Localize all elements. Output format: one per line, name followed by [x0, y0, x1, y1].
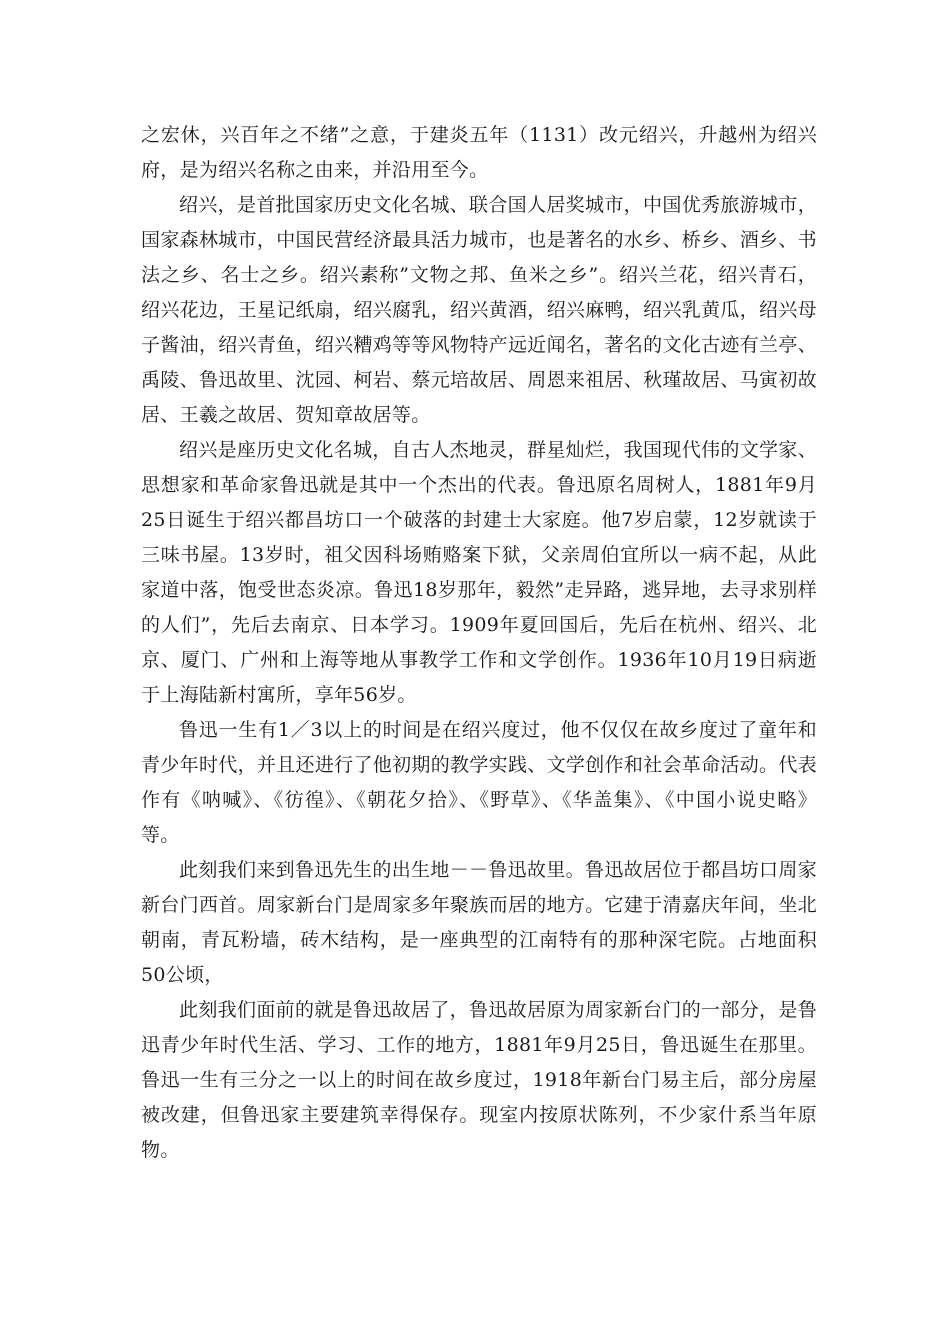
paragraph-1: 之宏休，兴百年之不绪”之意，于建炎五年（1131）改元绍兴，升越州为绍兴府，是为绍兴名称之由来，并沿用至今。 [141, 124, 817, 181]
paragraph-4: 鲁迅一生有1／3以上的时间是在绍兴度过，他不仅仅在故乡度过了童年和青少年时代，并且还进行了他初期的教学实践、文学创作和社会革命活动。代表作有《呐喊》、《彷徨》、《朝花夕拾》、《野草》、《华盖集》、《中国小说史略》等。 [141, 719, 817, 846]
paragraph-5: 此刻我们来到鲁迅先生的出生地－－鲁迅故里。鲁迅故居位于都昌坊口周家新台门西首。周家新台门是周家多年聚族而居的地方。它建于清嘉庆年间，坐北朝南，青瓦粉墙，砖木结构，是一座典型的江南特有的那种深宅院。占地面积50公顷， [141, 859, 817, 986]
paragraph-6: 此刻我们面前的就是鲁迅故居了，鲁迅故居原为周家新台门的一部分，是鲁迅青少年时代生活、学习、工作的地方，1881年9月25日，鲁迅诞生在那里。鲁迅一生有三分之一以上的时间在故乡度过，1918年新台门易主后，部分房屋被改建，但鲁迅家主要建筑幸得保存。现室内按原状陈列，不少家什系当年原物。 [141, 999, 817, 1161]
paragraph-2: 绍兴，是首批国家历史文化名城、联合国人居奖城市，中国优秀旅游城市，国家森林城市，中国民营经济最具活力城市，也是著名的水乡、桥乡、酒乡、书法之乡、名士之乡。绍兴素称”文物之邦、鱼米之乡”。绍兴兰花，绍兴青石，绍兴花边，王星记纸扇，绍兴腐乳，绍兴黄酒，绍兴麻鸭，绍兴乳黄瓜，绍兴母子酱油，绍兴青鱼，绍兴糟鸡等等风物特产远近闻名，著名的文化古迹有兰亭、禹陵、鲁迅故里、沈园、柯岩、蔡元培故居、周恩来祖居、秋瑾故居、马寅初故居、王羲之故居、贺知章故居等。 [141, 194, 817, 426]
paragraph-3: 绍兴是座历史文化名城，自古人杰地灵，群星灿烂，我国现代伟的文学家、思想家和革命家鲁迅就是其中一个杰出的代表。鲁迅原名周树人，1881年9月25日诞生于绍兴都昌坊口一个破落的封建士大家庭。他7岁启蒙，12岁就读于三味书屋。13岁时，祖父因科场贿赂案下狱，父亲周伯宜所以一病不起，从此家道中落，饱受世态炎凉。鲁迅18岁那年，毅然”走异路，逃异地，去寻求别样的人们”，先后去南京、日本学习。1909年夏回国后，先后在杭州、绍兴、北京、厦门、广州和上海等地从事教学工作和文学创作。1936年10月19日病逝于上海陆新村寓所，享年56岁。 [141, 439, 817, 706]
document-body [141, 118, 817, 1168]
